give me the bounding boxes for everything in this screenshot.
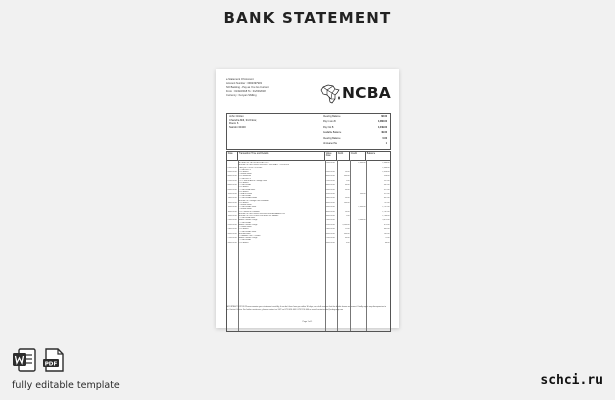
cell-desc: P7T3HIVDWA5 Safari (238, 206, 257, 209)
important-notice: IMPORTANT NOTICE Please examine your statement carefully, if we don't hear from you within 30 days, we shall assume that the details shown are correct. Kindly report any discrepancies to our Contact Centre. For further assistance, please contact us 24/7 on 0711 056 444 / 0732 156 444 or email contactcentre@ncbagroup.com (226, 306, 387, 311)
cell-desc: P7T3HIVDVL K (238, 177, 252, 180)
cell-desc: Mobile Transfer Charge (238, 237, 258, 240)
cell-debit: 500.00 (343, 232, 350, 235)
table-row (227, 242, 390, 244)
header-line: Currency : Kenyan Shilling (226, 94, 257, 98)
cell-balance: 68.00 (384, 241, 390, 244)
word-doc-icon (12, 348, 36, 372)
cell-value-date: 16/02/2018 (325, 210, 335, 213)
cell-desc: P7T3HIVDWA5 (238, 239, 252, 242)
cell-debit: 10.00 (344, 210, 350, 213)
cell-desc: POS Branch (238, 201, 249, 204)
cell-value-date: 07/02/2018 (325, 179, 335, 182)
cell-balance: 558.00 (383, 175, 390, 178)
cell-value-date: 13/02/2018 (325, 197, 335, 200)
cell-date: 21/02/2018 (227, 219, 237, 222)
cell-desc: MPESA TRF REF 000021-0032063 1 000 SHALL T 25/03/2018 (238, 164, 290, 167)
cell-value-date: 12/02/2018 (325, 193, 335, 196)
balance-value: 4,086.00 (378, 121, 387, 124)
cell-desc: CCTV MM BRANCH Carriage Lane (238, 179, 267, 182)
cell-desc: P7S3MMI Safari (238, 208, 252, 211)
cell-balance: 71.00 (384, 237, 390, 240)
balance-value: 68.00 (381, 116, 387, 118)
column-header: Date (227, 152, 238, 160)
header-line: From : 01/02/2018 To : 01/03/2018 (226, 90, 266, 94)
cell-value-date: 28/02/2018 (325, 241, 335, 244)
statement-document (216, 69, 399, 328)
cell-debit: 90.00 (344, 184, 350, 187)
cell-value-date: 19/02/2018 (325, 215, 335, 218)
brand-name: NCBA (342, 84, 391, 102)
cell-desc: MPESA Karibu (238, 232, 251, 235)
cell-desc: MPESA TRF REF 000021-0032063 MPESA SAFARICOM (238, 212, 285, 215)
cell-desc: P7T3HIVDWA5 (238, 221, 252, 224)
cell-balance: 161.00 (383, 232, 390, 235)
cell-date: 08/02/2018 (227, 184, 237, 187)
cell-desc: P7S3MMI Safari (238, 204, 252, 207)
balance-summary (323, 116, 387, 148)
balance-label: Clearing Balance (323, 137, 341, 140)
cell-date: 12/02/2018 (227, 193, 237, 196)
cell-desc: POS Branch (238, 190, 249, 193)
column-header: Credit (350, 152, 366, 160)
cell-balance: 1,068.00 (382, 162, 390, 165)
cell-desc: P7S3MMI Safari (238, 173, 252, 176)
balance-label: Available Balance (323, 132, 342, 135)
customer-address (229, 115, 257, 130)
cell-date: 22/02/2018 (227, 223, 237, 226)
cell-desc: POS Branch (238, 241, 249, 244)
cell-debit: 500.00 (343, 175, 350, 178)
cell-date: 16/02/2018 (227, 210, 237, 213)
cell-debit: 20.00 (344, 197, 350, 200)
cell-value-date: 22/02/2018 (325, 223, 335, 226)
transactions-table (226, 151, 391, 332)
balance-row (323, 143, 387, 148)
header-line: e-Statement Of Account (226, 78, 254, 81)
header-line: Account Number : 0902397903 (226, 82, 262, 86)
site-name: schci.ru (540, 373, 603, 388)
cell-debit: 1.00 (345, 179, 350, 182)
cell-desc: P7T3HIVDWA5 Safari (238, 230, 257, 233)
cell-desc: M-PESA TRF 1B7OPLM2P8 ALTOUT (238, 162, 269, 165)
cell-desc: P7 Safari Karibu (238, 226, 252, 229)
account-summary (226, 113, 391, 150)
cell-value-date: 27/02/2018 (325, 237, 335, 240)
cell-balance: 1,797.00 (382, 206, 390, 209)
cell-date: 28/02/2018 (227, 241, 237, 244)
cell-date: 14/02/2018 (227, 201, 237, 204)
cell-desc: POS Branch (238, 228, 249, 231)
cell-desc: P7T3HIVDWAN Karibu (238, 197, 258, 200)
cell-value-date: 23/02/2018 (325, 228, 335, 231)
cell-date: 19/02/2018 (227, 215, 237, 218)
cell-date: 26/02/2018 (227, 232, 237, 235)
column-header: Value Date (325, 152, 337, 160)
cell-balance: 1,058.00 (382, 171, 390, 174)
cell-date: 23/02/2018 (227, 228, 237, 231)
cell-debit: 90.00 (344, 237, 350, 240)
cell-desc: Mobile Transfer Charge (238, 223, 258, 226)
cell-credit: 1,000.00 (358, 162, 366, 165)
cell-date: 13/02/2018 (227, 197, 237, 200)
editable-caption: fully editable template (12, 380, 120, 391)
cell-desc: P7T3HIVDWA5 (238, 184, 252, 187)
balance-value: 4,049.00 (378, 126, 387, 129)
cell-value-date: 06/02/2018 (325, 175, 335, 178)
cell-date: 15/02/2018 (227, 206, 237, 209)
cell-date: 01/02/2018 (227, 166, 237, 169)
cell-desc: POS Safaricom (238, 175, 251, 178)
balance-label: Uncleared Nu (323, 142, 338, 145)
ncba-logo (320, 84, 392, 104)
cell-debit: 11.00 (345, 228, 350, 231)
balance-value: 1 (385, 142, 387, 145)
column-header: Transaction Time and Details (238, 152, 325, 160)
transaction-rows (227, 160, 390, 244)
cell-date: 01/02/2018 (227, 160, 237, 162)
cell-debit: 50.00 (344, 188, 350, 191)
africa-map-icon (320, 84, 342, 104)
cell-desc: P7T3HIVDVL K (238, 168, 252, 171)
cell-balance: 1,787.00 (382, 210, 390, 213)
balance-label: Pay Out B (323, 126, 334, 129)
cell-date: 09/02/2018 (227, 188, 237, 191)
cell-debit: 3,200.00 (342, 223, 350, 226)
page-title: BANK STATEMENT (223, 9, 392, 27)
svg-text:PDF: PDF (44, 361, 58, 368)
statement-header (226, 78, 269, 98)
cell-debit: 1.00 (345, 215, 350, 218)
cell-date: 06/02/2018 (227, 175, 237, 178)
cell-desc: P7T3HIVDWA Safari (238, 217, 256, 220)
cell-desc: CHEQUE COLLECTION REF (238, 166, 263, 169)
cell-value-date: 14/02/2018 (325, 201, 335, 204)
balance-label: Pay In aru B (323, 121, 336, 124)
customer-line: John Citizen (229, 115, 244, 118)
cell-desc: POS Transfer to Customer (238, 210, 260, 213)
column-header: Debit (337, 152, 350, 160)
cell-credit: 1,000.00 (358, 206, 366, 209)
cell-desc: P7S3ATM Safari (238, 193, 252, 196)
cell-balance: 917.00 (383, 193, 390, 196)
cell-balance: 1,786.00 (382, 215, 390, 218)
cell-desc: POS Branch (238, 171, 249, 174)
header-line: NO Banking - Pay as You Go Current (226, 86, 269, 90)
cell-balance: 417.00 (383, 188, 390, 191)
cell-desc: OPENING BALANCE (238, 160, 256, 162)
cell-desc: POS Branch (238, 186, 249, 189)
balance-value: 0.00 (382, 137, 387, 140)
cell-desc: MPESA TRF Carriage Lane Standard (238, 199, 269, 202)
cell-desc: Mobile Transfer Charge (238, 219, 258, 222)
cell-balance: 467.00 (383, 184, 390, 187)
balance-value: 49.00 (381, 132, 387, 135)
customer-line: Room 6 (229, 122, 239, 126)
cell-desc: MPESA TRF 1B7OPLM2P8 MPESA TRF SAFARI (238, 215, 279, 218)
cell-desc: POS Branch (238, 182, 249, 185)
cell-balance: 797.00 (383, 201, 390, 204)
cell-debit: 10.00 (344, 171, 350, 174)
cell-desc: P7 SAFARICOM CT Karibu (238, 234, 261, 237)
cell-value-date: 05/02/2018 (325, 171, 335, 174)
cell-value-date: 21/02/2018 (325, 219, 335, 222)
cell-value-date: 01/02/2018 (325, 162, 335, 165)
cell-balance: 557.00 (383, 179, 390, 182)
cell-value-date: 26/02/2018 (325, 232, 335, 235)
cell-balance: 1,068.00 (382, 166, 390, 169)
pdf-icon (42, 348, 66, 372)
column-header: Balance (366, 153, 376, 155)
cell-value-date: 15/02/2018 (325, 206, 335, 209)
cell-value-date: 08/02/2018 (325, 184, 335, 187)
customer-line: Nairobi 30400 (229, 126, 246, 130)
cell-balance: 897.00 (383, 197, 390, 200)
cell-balance: 661.00 (383, 228, 390, 231)
cell-date: 07/02/2018 (227, 179, 237, 182)
cell-date: 27/02/2018 (227, 237, 237, 240)
customer-line: Chandra Mill, 3rd Floor, (229, 118, 257, 122)
cell-desc: P7T3HIVDWA Safari (238, 188, 256, 191)
cell-credit (350, 242, 366, 244)
cell-date: 05/02/2018 (227, 171, 237, 174)
cell-value-date: 09/02/2018 (325, 188, 335, 191)
cell-balance: 672.00 (383, 223, 390, 226)
cell-debit: 3.00 (345, 241, 350, 244)
cell-credit: 2,086.00 (358, 219, 366, 222)
page-number: Page 1 of 1 (302, 321, 313, 323)
cell-balance: 3,872.00 (382, 219, 390, 222)
cell-debit: 100.00 (343, 201, 350, 204)
cell-credit: 500.00 (359, 193, 366, 196)
cell-desc: P7T3HIVDWA5 (238, 195, 252, 198)
balance-label: Clearing Balance (323, 116, 341, 118)
